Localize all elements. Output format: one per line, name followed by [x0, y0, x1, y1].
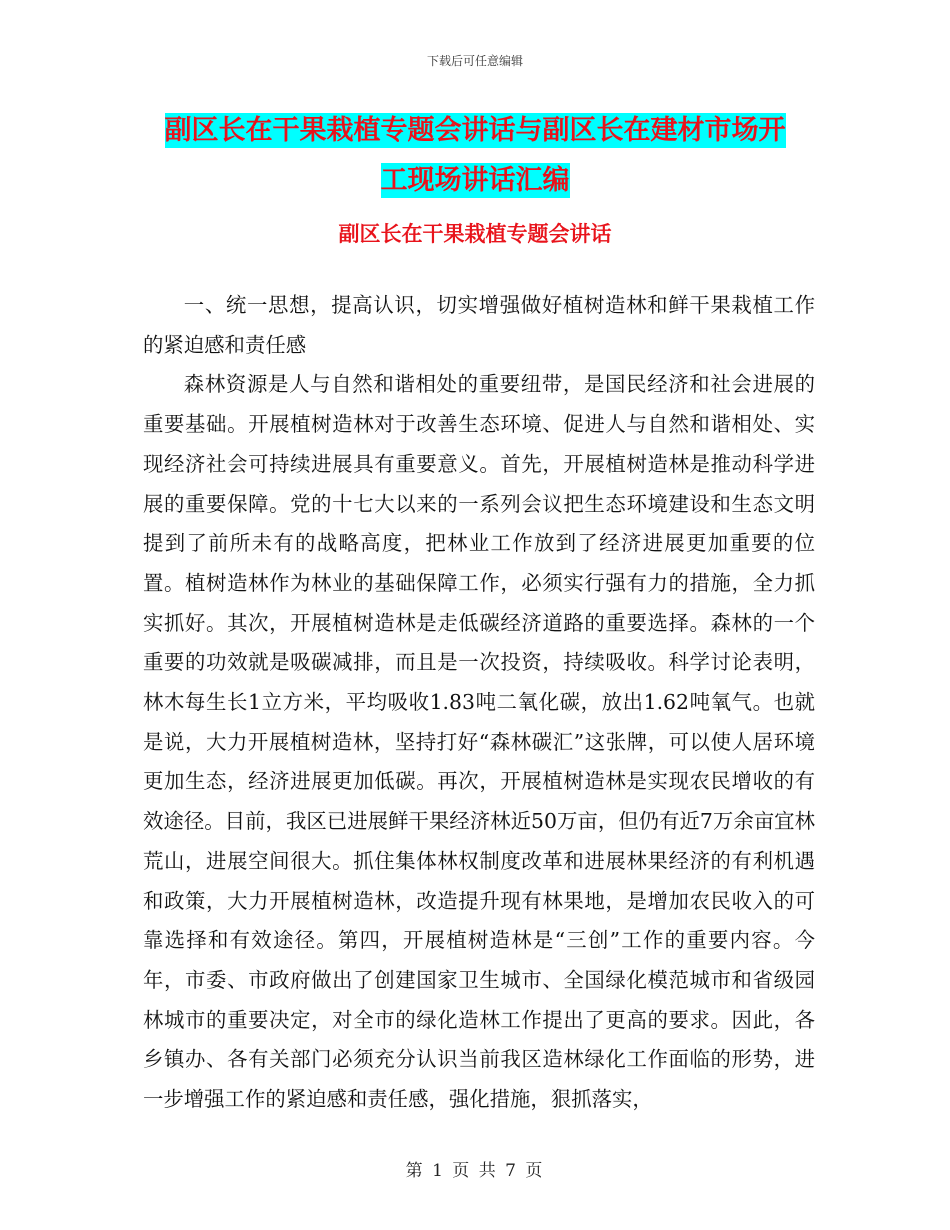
section-title: 副区长在干果栽植专题会讲话 [338, 222, 612, 246]
page-number-footer: 第 1 页 共 7 页 [405, 1161, 545, 1181]
page-header-note: 下载后可任意编辑 [426, 54, 523, 68]
document-title [120, 106, 830, 206]
document-title-line-1: 副区长在干果栽植专题会讲话与副区长在建材市场开 [164, 115, 786, 146]
body-paragraph: 森林资源是人与自然和谐相处的重要纽带，是国民经济和社会进展的重要基础。开展植树造林对于改善生态环境、促进人与自然和谐相处、实现经济社会可持续进展具有重要意义。首先，开展植树造林是推动科学进展的重要保障。党的十七大以来的一系列会议把生态环境建设和生态文明提到了前所未有的战略高度，把林业工作放到了经济进展更加重要的位置。植树造林作为林业的基础保障工作，必须实行强有力的措施，全力抓实抓好。其次，开展植树造林是走低碳经济道路的重要选择。森林的一个重要的功效就是吸碳减排，而且是一次投资，持续吸收。科学讨论表明，林木每生长1立方米，平均吸收1.83吨二氧化碳，放出1.62吨氧气。也就是说，大力开展植树造林，坚持打好“森林碳汇”这张牌，可以使人居环境更加生态，经济进展更加低碳。再次，开展植树造林是实现农民增收的有效途径。目前，我区已进展鲜干果经济林近50万亩，但仍有近7万余亩宜林荒山，进展空间很大。抓住集体林权制度改革和进展林果经济的有利机遇和政策，大力开展植树造林，改造提升现有林果地，是增加农民收入的可靠选择和有效途径。第四，开展植树造林是“三创”工作的重要内容。今年，市委、市政府做出了创建国家卫生城市、全国绿化模范城市和省级园林城市的重要决定，对全市的绿化造林工作提出了更高的要求。因此，各乡镇办、各有关部门必须充分认识当前我区造林绿化工作面临的形势，进一步增强工作的紧迫感和责任感，强化措施，狠抓落实， [143, 372, 815, 1112]
heading-point-one: 一、统一思想，提高认识，切实增强做好植树造林和鲜干果栽植工作的紧迫感和责任感 [143, 293, 815, 357]
document-body [143, 286, 815, 1120]
document-title-line-2: 工现场讲话汇编 [380, 165, 570, 196]
